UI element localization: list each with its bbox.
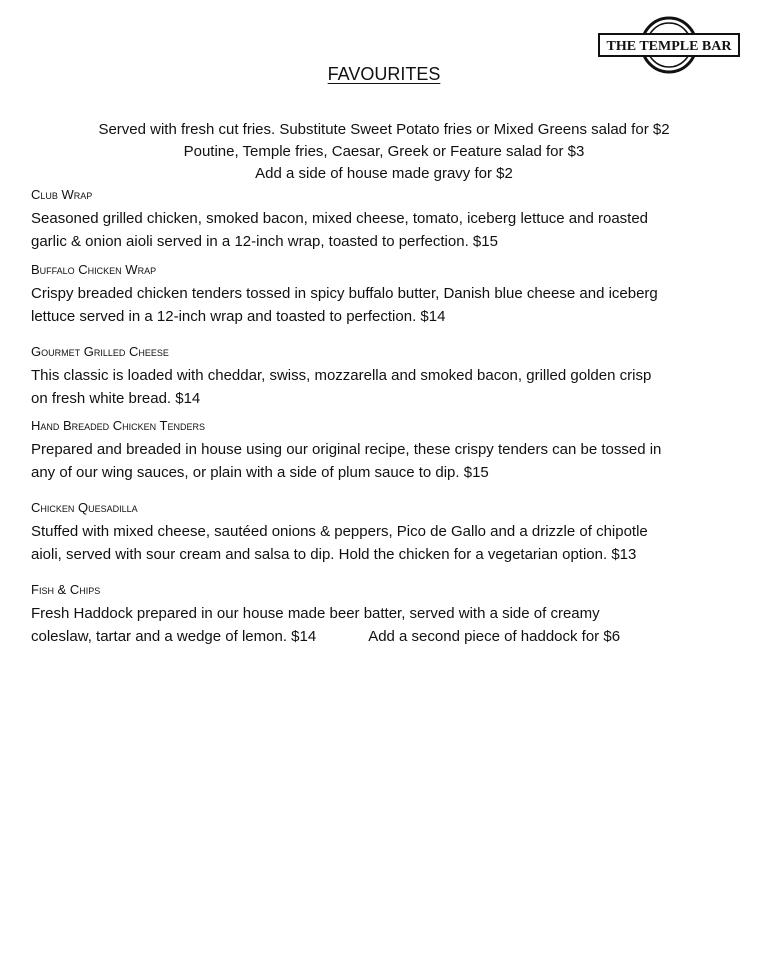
menu-item-name: Chicken Quesadilla	[31, 500, 138, 515]
description-line: This classic is loaded with cheddar, swiss, mozzarella and smoked bacon, grilled golden crisp	[31, 367, 652, 384]
menu-section-title: FAVOURITES	[327, 64, 441, 84]
menu-item-name: Buffalo Chicken Wrap	[31, 262, 157, 277]
menu-item-name: Hand Breaded Chicken Tenders	[31, 418, 206, 433]
description-line: on fresh white bread. $14	[31, 390, 201, 407]
menu-item	[31, 187, 741, 253]
logo-text: THE TEMPLE BAR	[606, 39, 732, 54]
menu-item-description	[31, 438, 741, 484]
add-on-note: Add a second piece of haddock for $6	[368, 628, 621, 645]
description-line: Fresh Haddock prepared in our house made beer batter, served with a side of creamy	[31, 605, 600, 622]
menu-item	[31, 262, 741, 328]
menu-item	[31, 418, 741, 484]
intro-block	[0, 119, 768, 185]
description-line: Crispy breaded chicken tenders tossed in spicy buffalo butter, Danish blue cheese and iceberg	[31, 285, 658, 302]
menu-item-description	[31, 602, 741, 648]
intro-line: Add a side of house made gravy for $2	[255, 165, 513, 182]
menu-item-description	[31, 207, 741, 253]
description-line: garlic & onion aioli served in a 12-inch wrap, toasted to perfection. $15	[31, 233, 498, 250]
intro-line: Poutine, Temple fries, Caesar, Greek or Feature salad for $3	[183, 143, 585, 160]
intro-line: Served with fresh cut fries. Substitute Sweet Potato fries or Mixed Greens salad for $2	[98, 121, 670, 138]
menu-item-description	[31, 364, 741, 410]
menu-item-description	[31, 520, 741, 566]
description-line: Prepared and breaded in house using our original recipe, these crispy tenders can be tossed in	[31, 441, 662, 458]
description-line: any of our wing sauces, or plain with a side of plum sauce to dip. $15	[31, 464, 489, 481]
menu-item-name: Fish & Chips	[31, 582, 101, 597]
description-line: aioli, served with sour cream and salsa to dip. Hold the chicken for a vegetarian option. $13	[31, 546, 637, 563]
description-line: Stuffed with mixed cheese, sautéed onions & peppers, Pico de Gallo and a drizzle of chipotle	[31, 523, 648, 540]
menu-item-name: Club Wrap	[31, 187, 93, 202]
menu-item	[31, 582, 741, 648]
description-line-text: coleslaw, tartar and a wedge of lemon. $14	[31, 628, 317, 645]
menu-item	[31, 500, 741, 566]
description-line: Seasoned grilled chicken, smoked bacon, mixed cheese, tomato, iceberg lettuce and roasted	[31, 210, 649, 227]
menu-item	[31, 344, 741, 410]
description-line: lettuce served in a 12-inch wrap and toasted to perfection. $14	[31, 308, 446, 325]
menu-item-name: Gourmet Grilled Cheese	[31, 344, 169, 359]
menu-item-description	[31, 282, 741, 328]
description-line	[31, 625, 741, 648]
